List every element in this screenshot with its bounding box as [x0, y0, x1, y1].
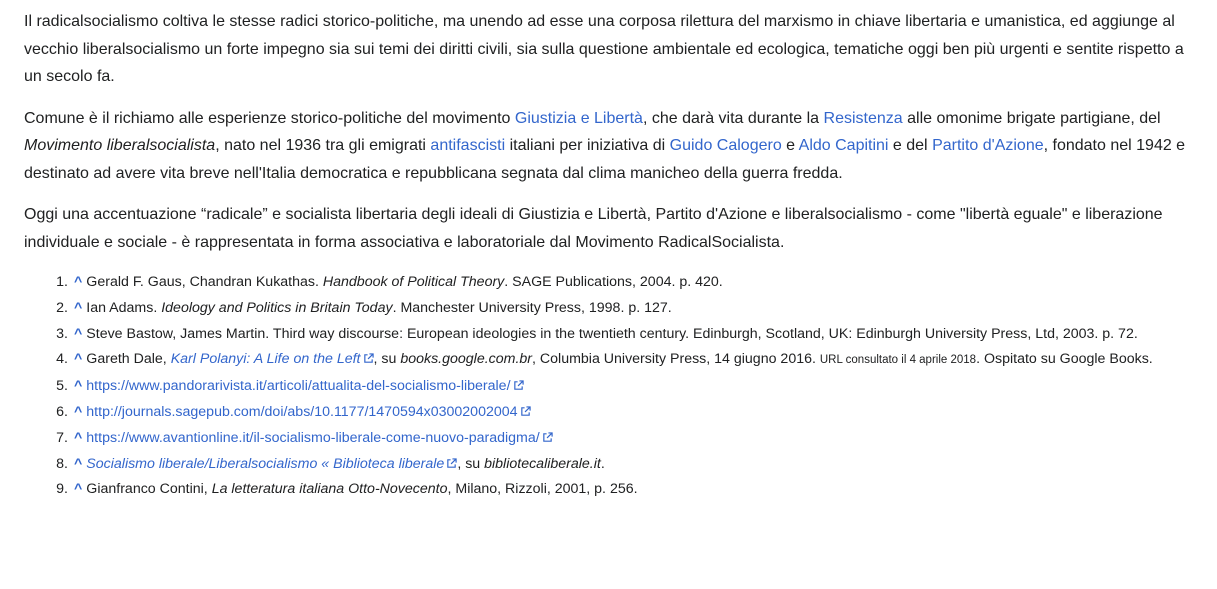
text-segment: , su: [373, 351, 401, 368]
text-segment: .: [600, 455, 605, 472]
link-url: https://www.avantionline.it/il-socialismo-liberale-come-nuovo-paradigma/: [86, 429, 540, 446]
external-link-avantionline[interactable]: [86, 430, 552, 446]
references-list: [24, 270, 1194, 503]
text-segment: . Manchester University Press, 1998. p. 127.: [392, 299, 672, 316]
back-link-caret[interactable]: ^: [74, 481, 83, 498]
reference-item-9: [56, 477, 1194, 503]
reference-item-3: [56, 322, 1194, 348]
text-segment: e: [781, 137, 799, 154]
back-link-caret[interactable]: ^: [74, 403, 83, 420]
reference-number: 5.: [56, 378, 68, 395]
link-text: Socialismo liberale/Liberalsocialismo « Biblioteca liberale: [86, 455, 445, 472]
link-aldo-capitini[interactable]: Aldo Capitini: [798, 137, 889, 154]
external-link-sagepub[interactable]: [86, 404, 530, 420]
link-giustizia-e-liberta[interactable]: Giustizia e Libertà: [514, 109, 643, 127]
reference-item-8: [56, 452, 1194, 478]
link-partito-d-azione[interactable]: Partito d'Azione: [932, 137, 1044, 154]
external-link-icon: [520, 406, 531, 417]
text-segment: . SAGE Publications, 2004. p. 420.: [504, 274, 723, 290]
italic-movimento-liberalsocialista: Movimento liberalsocialista: [24, 137, 216, 154]
reference-item-2: [56, 296, 1194, 322]
back-link-caret[interactable]: ^: [74, 455, 83, 472]
access-date: URL consultato il 4 aprile 2018: [819, 354, 977, 367]
text-segment: , che darà vita durante la: [642, 109, 824, 127]
link-url: http://journals.sagepub.com/doi/abs/10.1177/1470594x03002002004: [86, 403, 518, 420]
back-link-caret[interactable]: ^: [74, 429, 83, 446]
link-resistenza[interactable]: Resistenza: [823, 109, 903, 127]
reference-number: 1.: [56, 274, 68, 290]
external-link-pandorarivista[interactable]: [86, 378, 523, 394]
reference-number: 9.: [56, 481, 68, 498]
reference-item-1: [56, 270, 1194, 296]
back-link-caret[interactable]: ^: [74, 378, 83, 395]
text-segment: . Ospitato su Google Books.: [976, 351, 1153, 368]
source-site: bibliotecaliberale.it: [484, 455, 601, 472]
text-segment: Gareth Dale,: [86, 351, 171, 368]
text-segment: italiani per iniziativa di: [505, 137, 670, 154]
reference-number: 2.: [56, 299, 68, 316]
paragraph-oggi: Oggi una accentuazione “radicale” e socialista libertaria degli ideali di Giustizia e Libertà, Partito d'Azione e liberalsocialismo - come "libertà eguale" e liberazione individuale e sociale - è rappresentata in forma associativa e laboratoriale dal Movimento RadicalSocialista.: [24, 206, 1163, 251]
reference-number: 3.: [56, 325, 68, 342]
reference-item-6: [56, 400, 1194, 426]
book-title: Handbook of Political Theory: [322, 274, 505, 290]
external-link-icon: [542, 432, 553, 443]
external-link-icon: [363, 353, 374, 364]
text-segment: , fondato nel 1942 e destinato ad avere vita breve nell'Italia democratica e repubblicana segnata dal clima manicheo della guerra fredda.: [24, 137, 1186, 182]
external-link-biblioteca-liberale[interactable]: [86, 456, 457, 472]
paragraph-radicalsocialismo: Il radicalsocialismo coltiva le stesse radici storico-politiche, ma unendo ad esse una corposa rilettura del marxismo in chiave libertaria e umanistica, ed aggiunge al vecchio liberalsocialismo un forte impegno sia sui temi dei diritti civili, sia sulla questione ambientale ed ecologica, tematiche oggi ben più urgenti e sentite rispetto a un secolo fa.: [24, 13, 1184, 85]
text-segment: Comune è il richiamo alle esperienze storico-politiche del movimento: [24, 109, 515, 127]
book-title: Ideology and Politics in Britain Today: [161, 299, 393, 316]
article-content: [24, 8, 1194, 503]
reference-item-7: [56, 426, 1194, 452]
text-segment: , Milano, Rizzoli, 2001, p. 256.: [447, 481, 638, 498]
back-link-caret[interactable]: ^: [74, 274, 83, 290]
text-segment: e del: [888, 137, 933, 154]
external-link-karl-polanyi[interactable]: [171, 351, 374, 367]
link-guido-calogero[interactable]: Guido Calogero: [669, 137, 782, 154]
reference-number: 6.: [56, 403, 68, 420]
text-segment: , Columbia University Press, 14 giugno 2016.: [532, 351, 820, 368]
reference-number: 8.: [56, 455, 68, 472]
back-link-caret[interactable]: ^: [74, 351, 83, 368]
text-segment: Gianfranco Contini,: [86, 481, 212, 498]
reference-item-4: [56, 347, 1194, 374]
source-site: books.google.com.br: [400, 351, 533, 368]
book-title: La letteratura italiana Otto-Novecento: [211, 481, 448, 498]
text-segment: alle omonime brigate partigiane, del: [902, 109, 1161, 127]
reference-number: 7.: [56, 429, 68, 446]
paragraph-comune: [24, 105, 1194, 188]
back-link-caret[interactable]: ^: [74, 325, 83, 342]
text-segment: Gerald F. Gaus, Chandran Kukathas.: [86, 274, 323, 290]
external-link-icon: [446, 458, 457, 469]
text-segment: Ian Adams.: [86, 299, 162, 316]
external-link-icon: [513, 380, 524, 391]
reference-item-5: [56, 374, 1194, 400]
text-segment: , nato nel 1936 tra gli emigrati: [215, 137, 431, 154]
reference-number: 4.: [56, 351, 68, 368]
link-url: https://www.pandorarivista.it/articoli/attualita-del-socialismo-liberale/: [86, 378, 511, 395]
link-text: Karl Polanyi: A Life on the Left: [170, 351, 361, 368]
back-link-caret[interactable]: ^: [74, 299, 83, 316]
text-segment: , su: [457, 455, 485, 472]
link-antifascisti[interactable]: antifascisti: [430, 137, 506, 154]
text-segment: Steve Bastow, James Martin. Third way discourse: European ideologies in the twentieth century. Edinburgh, Scotland, UK: Edinburgh University Press, Ltd, 2003. p. 72.: [86, 325, 1138, 342]
